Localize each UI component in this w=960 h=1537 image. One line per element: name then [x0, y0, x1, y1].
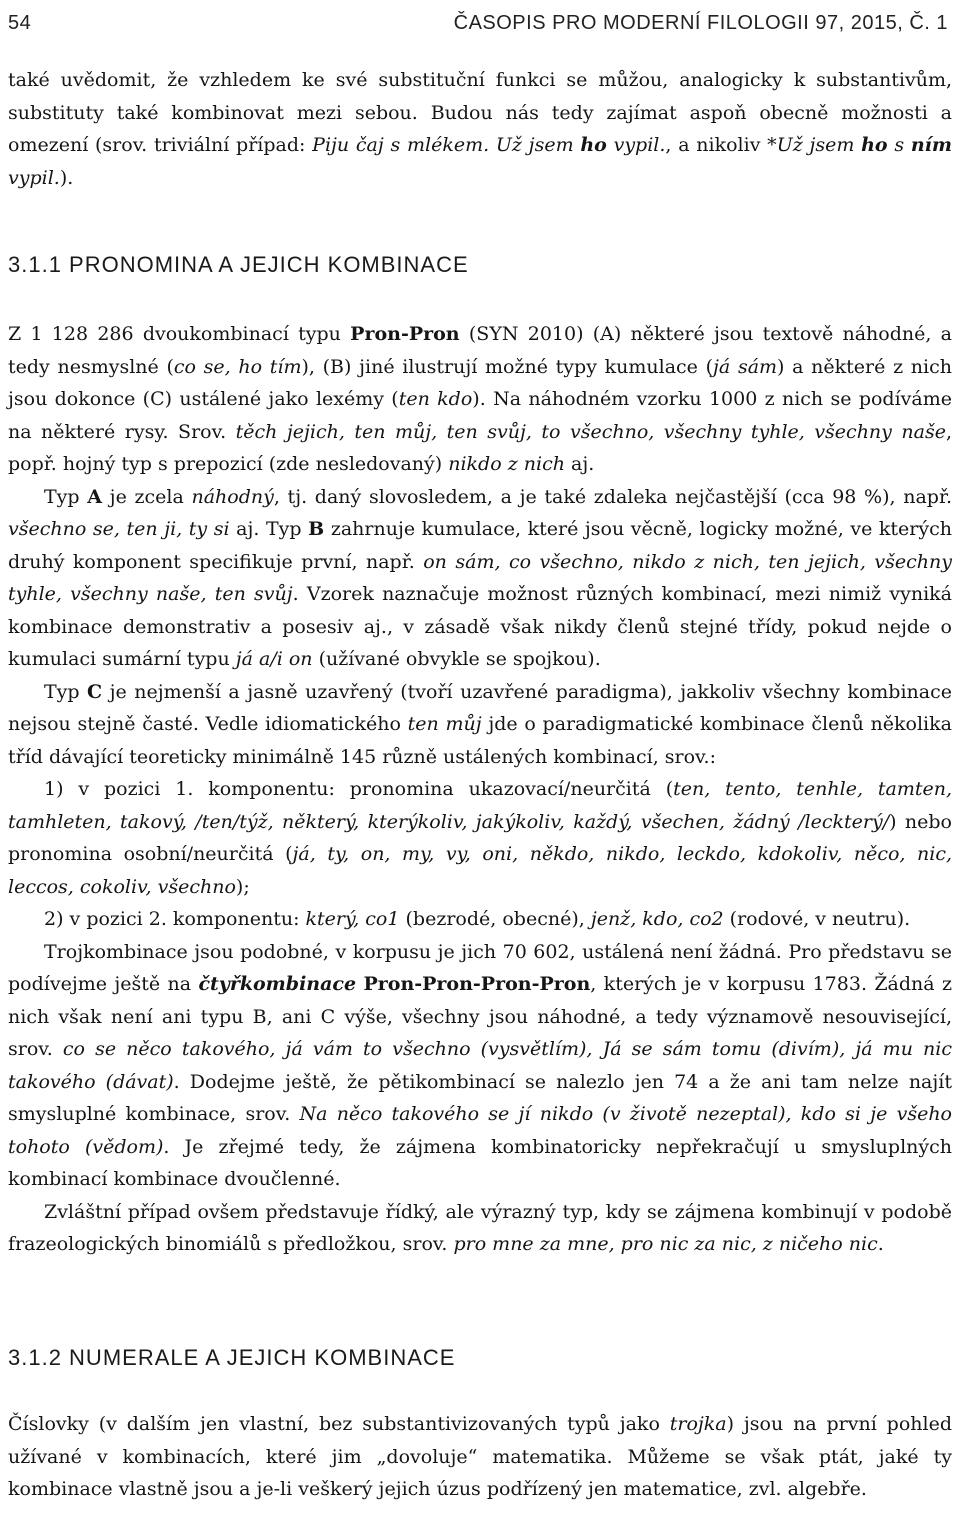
- section-heading-pronomina: 3.1.1 PRONOMINA A JEJICH KOMBINACE: [8, 252, 469, 277]
- running-head: [8, 12, 952, 38]
- paragraph: Trojkombinace jsou podobné, v korpusu je jich 70 602, ustálená není žádná. Pro představu se podívejme ještě na čtyřkombinace Pron-Pron-Pron-Pron, kterých je v korpusu 1783. Žádná z nich však není ani typu B, ani C výše, všechny jsou náhodné, a tedy významově nesouvisející, srov. co se něco takového, já vám to všechno (vysvětlím), Já se sám tomu (divím), já mu nic takového (dávat). Dodejme ještě, že pětikombinací se nalezlo jen 74 a že ani tam nelze najít smysluplné kombinace, srov. Na něco takového se jí nikdo (v životě nezeptal), kdo si je všeho tohoto (vědom). Je zřejmé tedy, že zájmena kombinatoricky nepřekračují u smysluplných kombinací kombinace dvoučlenné.: [8, 940, 953, 1190]
- paragraph: Typ A je zcela náhodný, tj. daný slovosledem, a je také zdaleka nejčastější (cca 98 %), např. všechno se, ten ji, ty si aj. Typ B zahrnuje kumulace, které jsou věcně, logicky možné, ve kterých druhý komponent specifikuje první, např. on sám, co všechno, nikdo z nich, ten jejich, všechny tyhle, všechny naše, ten svůj. Vzorek naznačuje možnost různých kombinací, mezi nimiž vyniká kombinace demonstrativ a posesiv aj., v zásadě však nikdy členů stejné třídy, pokud nejde o kumulaci sumární typu já a/i on (užívané obvykle se spojkou).: [8, 485, 953, 670]
- section-heading-numerale: 3.1.2 NUMERALE A JEJICH KOMBINACE: [8, 1345, 456, 1370]
- page-number: 54: [8, 12, 32, 34]
- paragraph: Typ C je nejmenší a jasně uzavřený (tvoří uzavřené paradigma), jakkoliv všechny kombinace nejsou stejně časté. Vedle idiomatického ten můj jde o paradigmatické kombinace členů několika tříd dávající teoreticky minimálně 145 různě ustálených kombinací, srov.:: [8, 680, 952, 768]
- paragraph: Zvláštní případ ovšem představuje řídký, ale výrazný typ, kdy se zájmena kombinují v podobě frazeologických binomiálů s předložkou, srov. pro mne za mne, pro nic za nic, z ničeho nic.: [8, 1200, 952, 1255]
- journal-title: ČASOPIS PRO MODERNÍ FILOLOGII 97, 2015, Č. 1: [453, 12, 948, 34]
- paragraph: Z 1 128 286 dvoukombinací typu Pron-Pron (SYN 2010) (A) některé jsou textově náhodné, a tedy nesmyslné (co se, ho tím), (B) jiné ilustrují možné typy kumulace (já sám) a některé z nich jsou dokonce (C) ustálené jako lexémy (ten kdo). Na náhodném vzorku 1000 z nich se podíváme na některé rysy. Srov. těch jejich, ten můj, ten svůj, to všechno, všechny tyhle, všechny naše, popř. hojný typ s prepozicí (zde nesledovaný) nikdo z nich aj.: [8, 323, 952, 475]
- list-item: 1) v pozici 1. komponentu: pronomina ukazovací/neurčitá (ten, tento, tenhle, tamten, tamhleten, takový, /ten/týž, některý, kterýkoliv, jakýkoliv, každý, všechen, žádný /leckterý/) nebo pronomina osobní/neurčitá (já, ty, on, my, vy, oni, někdo, nikdo, leckdo, kdokoliv, něco, nic, leccos, cokoliv, všechno);: [8, 778, 952, 898]
- paragraph: Číslovky (v dalším jen vlastní, bez substantivizovaných typů jako trojka) jsou na první pohled užívané v kombinacích, které jim „dovoluje“ matematika. Můžeme se však ptát, jaké ty kombinace vlastně jsou a je-li veškerý jejich úzus podřízený jen matematice, zvl. algebře.: [8, 1413, 952, 1500]
- section-numerale-body: [8, 1408, 952, 1506]
- intro-paragraph: také uvědomit, že vzhledem ke své substituční funkci se můžou, analogicky k substantivům, substituty také kombinovat mezi sebou. Budou nás tedy zajímat aspoň obecně možnosti a omezení (srov. triviální případ: Piju čaj s mlékem. Už jsem ho vypil., a nikoliv *Už jsem ho s ním vypil.).: [8, 69, 952, 189]
- list-item: 2) v pozici 2. komponentu: který, co1 (bezrodé, obecné), jenž, kdo, co2 (rodové, v neutru).: [44, 908, 911, 930]
- section-pronomina-body: [8, 318, 952, 1261]
